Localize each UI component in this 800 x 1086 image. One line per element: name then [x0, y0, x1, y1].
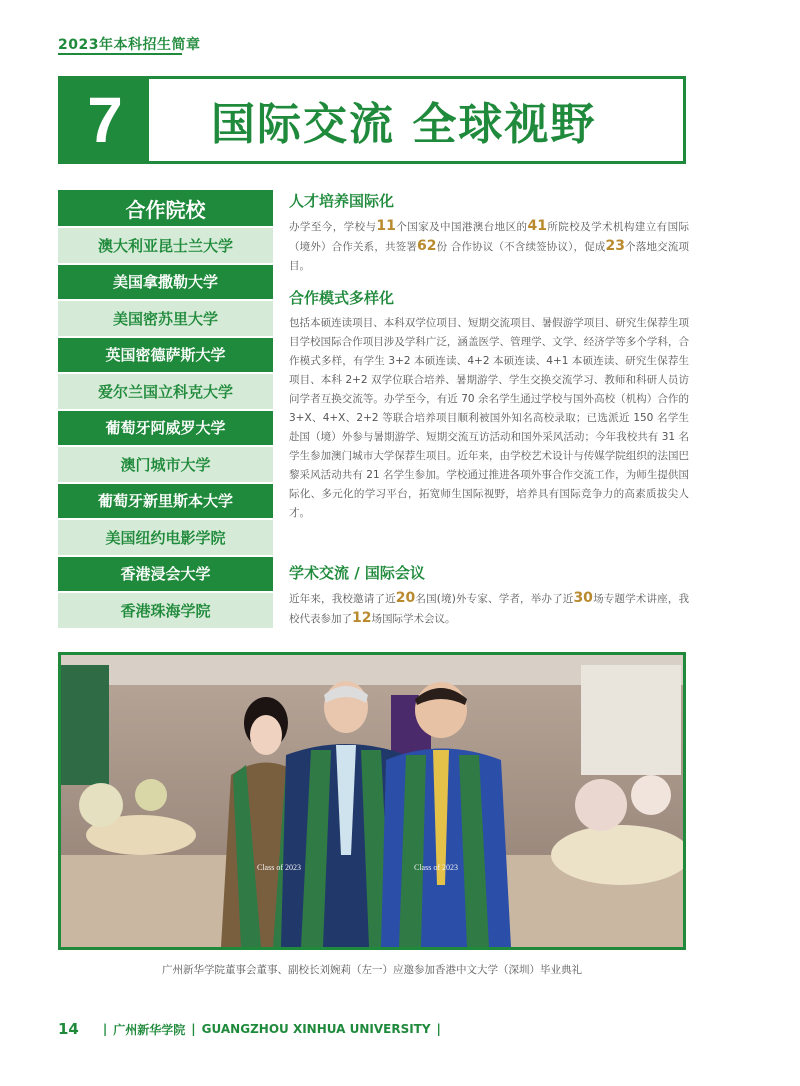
- school-item: 澳门城市大学: [58, 447, 273, 482]
- school-item: 葡萄牙新里斯本大学: [58, 484, 273, 519]
- school-item: 香港珠海学院: [58, 593, 273, 628]
- talent-text: 办学至今，学校与11个国家及中国港澳台地区的41所院校及学术机构建立有国际（境外）合作关系，共签署62份 合作协议（不含续签协议），促成23个落地交流项目。: [289, 218, 690, 272]
- academic-text: 近年来，我校邀请了近20名国(境)外专家、学者，举办了近30场专题学术讲座，我校代表参加了12场国际学术会议。: [289, 590, 690, 626]
- chapter-title: 国际交流 全球视野: [211, 99, 597, 150]
- page-footer: [58, 1020, 447, 1038]
- school-item: 美国纽约电影学院: [58, 520, 273, 555]
- footer-school-en: GUANGZHOU XINHUA UNIVERSITY: [201, 1022, 431, 1036]
- chapter-banner: [58, 76, 686, 164]
- modes-title: 合作模式多样化: [289, 289, 395, 307]
- graduation-photo: [58, 652, 686, 950]
- school-item: 美国密苏里大学: [58, 301, 273, 336]
- footer-separator: |: [436, 1022, 441, 1036]
- photo-caption: 广州新华学院董事会董事、副校长刘婉莉（左一）应邀参加香港中文大学（深圳）毕业典礼: [162, 964, 582, 976]
- talent-title: 人才培养国际化: [289, 192, 395, 210]
- page-number: 14: [58, 1020, 79, 1038]
- school-item: 美国拿撒勒大学: [58, 265, 273, 300]
- school-item: 澳大利亚昆士兰大学: [58, 228, 273, 263]
- school-item: 葡萄牙阿威罗大学: [58, 411, 273, 446]
- partner-schools-header: 合作院校: [58, 190, 273, 226]
- graduation-photo-illustration: [61, 655, 683, 947]
- school-item: 爱尔兰国立科克大学: [58, 374, 273, 409]
- brochure-title: 2023年本科招生简章: [58, 37, 201, 53]
- academic-section: [289, 562, 689, 629]
- title-underline: [58, 53, 182, 55]
- footer-separator: |: [102, 1022, 108, 1036]
- school-item: 香港浸会大学: [58, 557, 273, 592]
- modes-text: 包括本硕连读项目、本科双学位项目、短期交流项目、暑假游学项目、研究生保荐生项目学校国际合作项目涉及学科广泛，涵盖医学、管理学、文学、经济学等多个学科，合作模式多样，有学生 3+2 本硕连读、4+2 本硕连读、4+1 本硕连读、研究生保荐生项目、本科 2+2 双学位联合培养、暑期游学、学生交换交流学习、教师和科研人员访问学者互换交流等。办学至今，有近 70 余名学生通过学校与国外高校（机构）合作的 3+X、4+X、2+2 等联合培养项目顺利被国外知名高校录取；已选派近 150 名学生赴国（境）外参与暑期游学、短期交流互访活动和国外采风活动；今年我校共有 31 名学生参加澳门城市大学保荐生项目。近年来，由学校艺术设计与传媒学院组织的法国巴黎采风活动共有 21 名学生参加。学校通过推进各项外事合作交流工作，为师生提供国际化、多元化的学习平台，拓宽师生国际视野，培养具有国际竞争力的高素质拔尖人才。: [289, 317, 689, 519]
- modes-section: [289, 287, 689, 523]
- footer-separator: |: [191, 1022, 196, 1036]
- chapter-number: 7: [61, 79, 149, 161]
- talent-section: [289, 190, 689, 276]
- academic-title: 学术交流 / 国际会议: [289, 564, 425, 582]
- school-item: 英国密德萨斯大学: [58, 338, 273, 373]
- partner-schools-list: [58, 190, 273, 630]
- sash-text-left: Class of 2023: [257, 863, 301, 872]
- sash-text-right: Class of 2023: [414, 863, 458, 872]
- footer-school-cn: 广州新华学院: [113, 1022, 186, 1037]
